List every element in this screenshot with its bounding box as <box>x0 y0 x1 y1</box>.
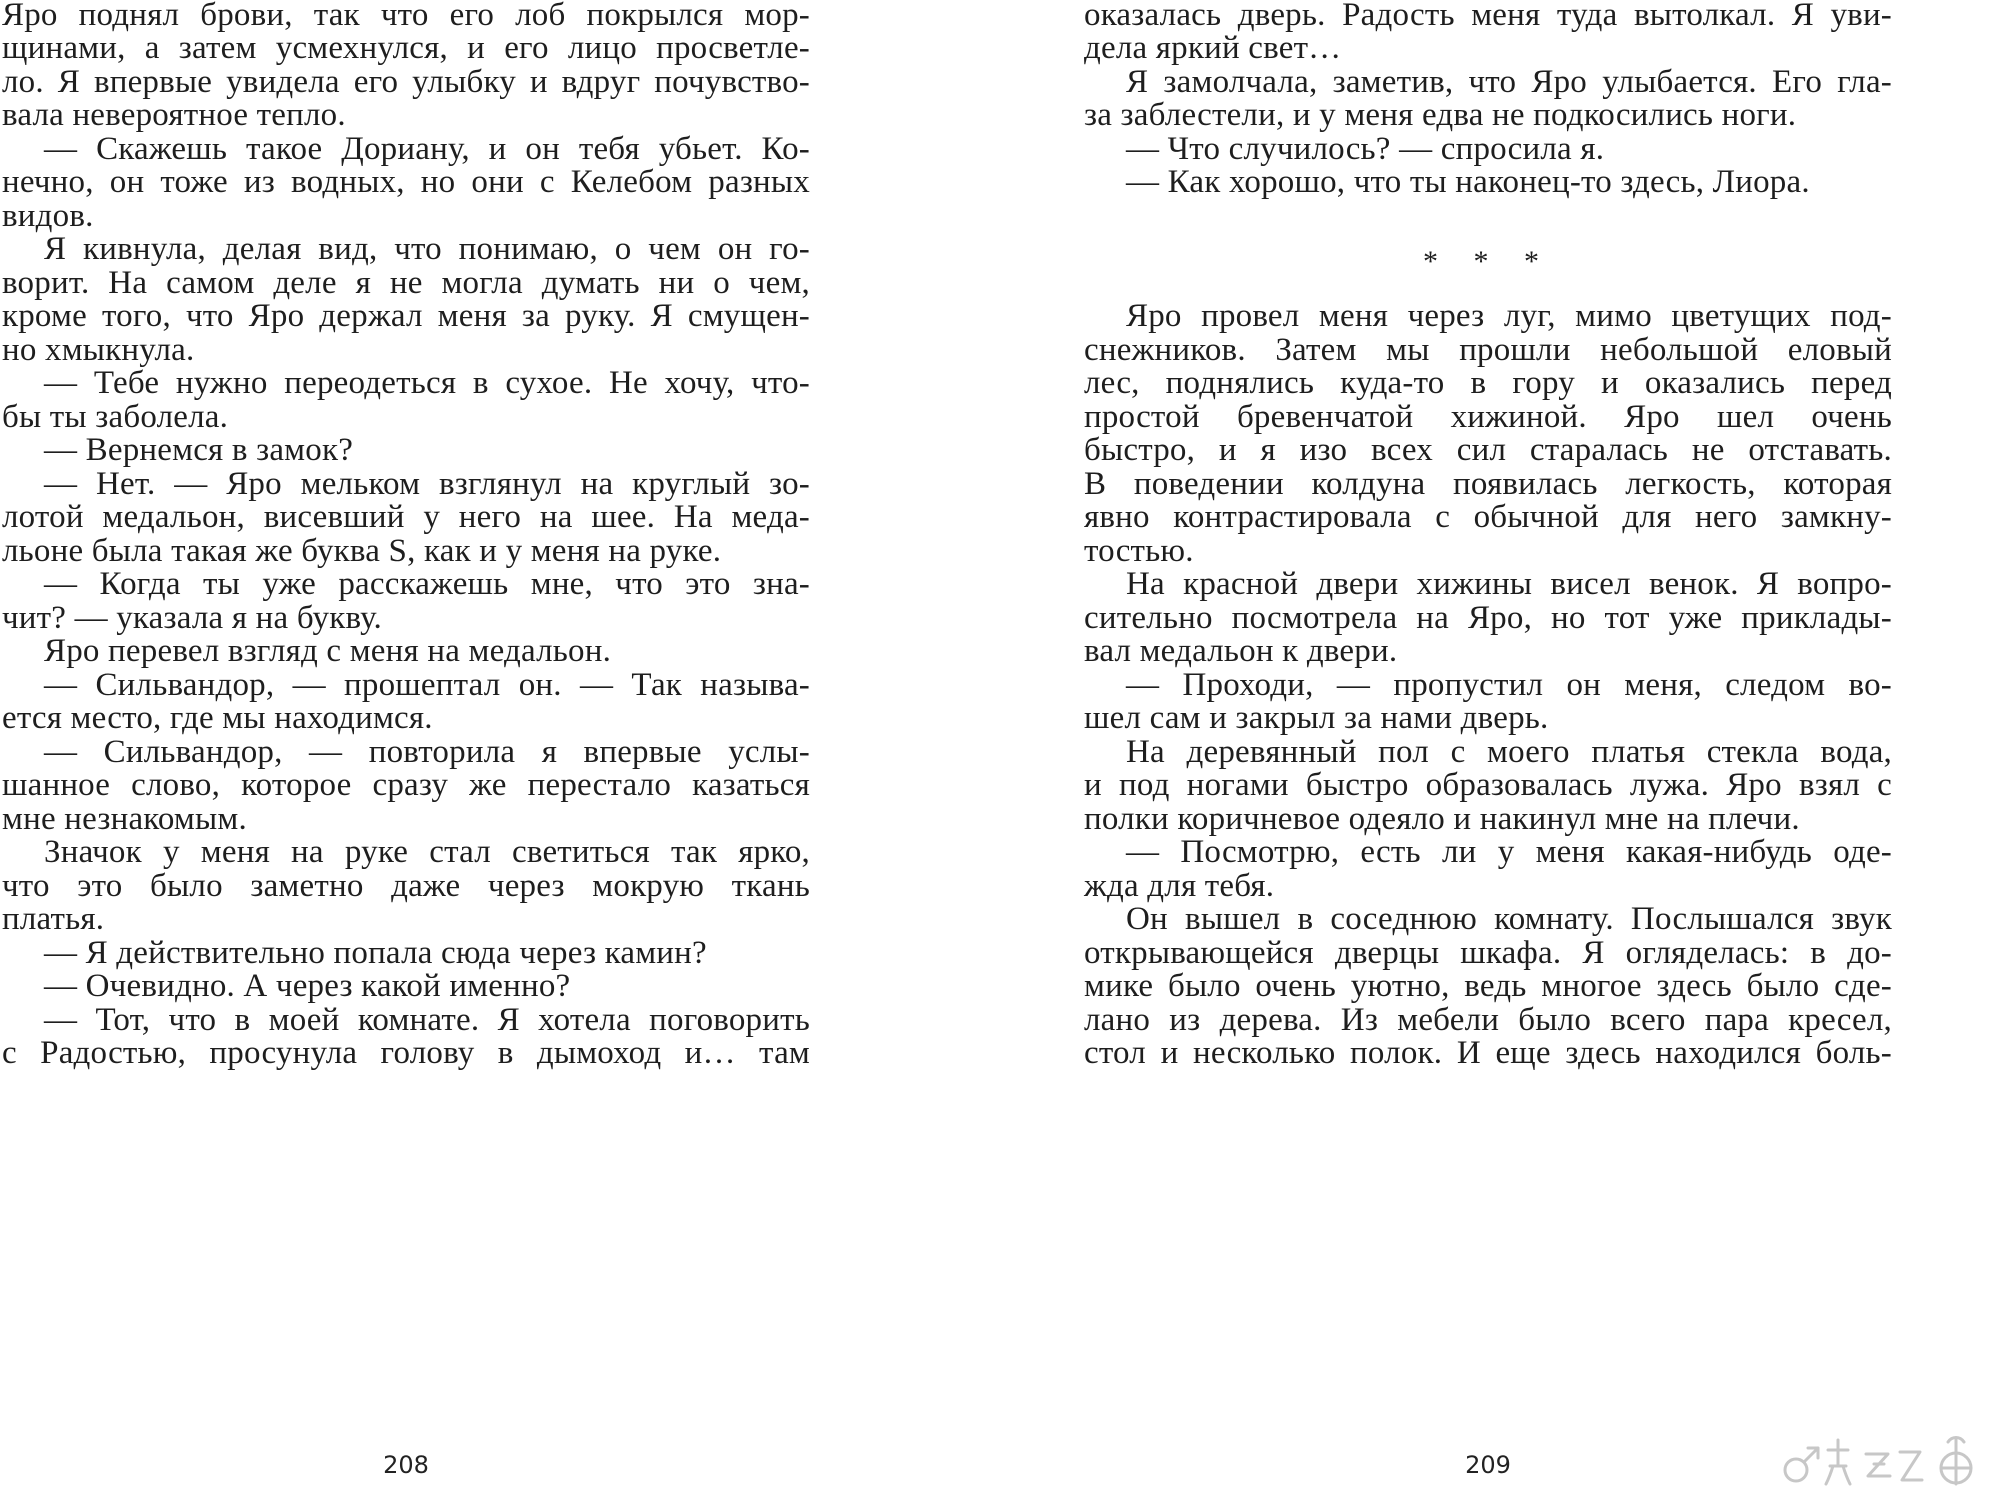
text-line: простой бревенчатой хижиной. Яро шел очень <box>1084 399 1892 435</box>
text-line: стол и несколько полок. И еще здесь находился боль- <box>1084 1035 1892 1071</box>
symbol-glyphs-logo-icon <box>1778 1430 1993 1488</box>
text-line: снежников. Затем мы прошли небольшой еловый <box>1084 332 1892 368</box>
text-line: полки коричневое одеяло и накинул мне на плечи. <box>1084 801 1800 837</box>
text-line: но хмыкнула. <box>2 332 195 368</box>
text-line: шанное слово, которое сразу же перестало казаться <box>2 767 810 803</box>
text-line: — Сильвандор, — прошептал он. — Так называ- <box>44 667 810 703</box>
text-line: льоне была такая же буква S, как и у меня на руке. <box>2 533 722 569</box>
text-line: — Посмотрю, есть ли у меня какая-нибудь оде- <box>1126 834 1892 870</box>
text-line: жда для тебя. <box>1084 868 1275 904</box>
text-line: — Тебе нужно переодеться в сухое. Не хочу, что- <box>44 365 810 401</box>
page-number: 208 <box>383 1451 429 1479</box>
text-line: ется место, где мы находимся. <box>2 700 433 736</box>
text-line: — Очевидно. А через какой именно? <box>44 968 571 1004</box>
text-line: — Тот, что в моей комнате. Я хотела поговорить <box>44 1002 810 1038</box>
text-line: — Нет. — Яро мельком взглянул на круглый зо- <box>44 466 810 502</box>
text-line: тостью. <box>1084 533 1194 569</box>
text-line: мне незнакомым. <box>2 801 247 837</box>
text-line: открывающейся дверцы шкафа. Я огляделась: в до- <box>1084 935 1892 971</box>
text-line: оказалась дверь. Радость меня туда вытолкал. Я уви- <box>1084 0 1892 33</box>
text-line: ворит. На самом деле я не могла думать ни о чем, <box>2 265 810 301</box>
text-line: Яро провел меня через луг, мимо цветущих под- <box>1126 298 1892 334</box>
text-line: вал медальон к двери. <box>1084 633 1398 669</box>
left-page <box>2 0 810 1491</box>
text-line: кроме того, что Яро держал меня за руку. Я смущен- <box>2 298 810 334</box>
text-line: — Скажешь такое Дориану, и он тебя убьет. Ко- <box>44 131 810 167</box>
right-page <box>1084 0 1892 1491</box>
text-line: шел сам и закрыл за нами дверь. <box>1084 700 1549 736</box>
text-line: лес, поднялись куда-то в гору и оказались перед <box>1084 365 1892 401</box>
text-line: Я замолчала, заметив, что Яро улыбается. Его гла- <box>1126 64 1892 100</box>
text-line: В поведении колдуна появилась легкость, которая <box>1084 466 1892 502</box>
text-line: чит? — указала я на букву. <box>2 600 382 636</box>
text-line: — Я действительно попала сюда через камин? <box>44 935 707 971</box>
text-line: Яро перевел взгляд с меня на медальон. <box>44 633 612 669</box>
text-line: — Вернемся в замок? <box>44 432 354 468</box>
text-line: — Когда ты уже расскажешь мне, что это зна- <box>44 566 810 602</box>
text-line: Яро поднял брови, так что его лоб покрылся мор- <box>2 0 810 33</box>
text-line: На деревянный пол с моего платья стекла вода, <box>1126 734 1892 770</box>
scene-break: * * * <box>1423 245 1553 278</box>
text-line: дела яркий свет… <box>1084 30 1342 66</box>
text-line: что это было заметно даже через мокрую ткань <box>2 868 810 904</box>
text-line: за заблестели, и у меня едва не подкосились ноги. <box>1084 97 1797 133</box>
text-line: Значок у меня на руке стал светиться так ярко, <box>44 834 810 870</box>
page-number: 209 <box>1465 1451 1511 1479</box>
text-line: щинами, а затем усмехнулся, и его лицо просветле- <box>2 30 810 66</box>
text-line: Я кивнула, делая вид, что понимаю, о чем он го- <box>44 231 810 267</box>
text-line: мике было очень уютно, ведь многое здесь было сде- <box>1084 968 1892 1004</box>
text-line: Он вышел в соседнюю комнату. Послышался звук <box>1126 901 1892 937</box>
text-line: — Проходи, — пропустил он меня, следом во- <box>1126 667 1892 703</box>
text-line: нечно, он тоже из водных, но они с Келебом разных <box>2 164 810 200</box>
text-line: бы ты заболела. <box>2 399 229 435</box>
text-line: ло. Я впервые увидела его улыбку и вдруг почувство- <box>2 64 810 100</box>
text-line: лотой медальон, висевший у него на шее. На меда- <box>2 499 810 535</box>
text-line: явно контрастировала с обычной для него замкну- <box>1084 499 1892 535</box>
text-line: быстро, и я изо всех сил старалась не отставать. <box>1084 432 1892 468</box>
text-line: видов. <box>2 198 94 234</box>
text-line: — Что случилось? — спросила я. <box>1126 131 1605 167</box>
text-line: — Сильвандор, — повторила я впервые услы- <box>44 734 810 770</box>
text-line: — Как хорошо, что ты наконец-то здесь, Лиора. <box>1126 164 1810 200</box>
text-line: На красной двери хижины висел венок. Я вопро- <box>1126 566 1892 602</box>
text-line: сительно посмотрела на Яро, но тот уже приклады- <box>1084 600 1892 636</box>
text-line: платья. <box>2 901 105 937</box>
text-line: с Радостью, просунула голову в дымоход и… там <box>2 1035 810 1071</box>
text-line: и под ногами быстро образовалась лужа. Яро взял с <box>1084 767 1892 803</box>
text-line: лано из дерева. Из мебели было всего пара кресел, <box>1084 1002 1892 1038</box>
text-line: вала невероятное тепло. <box>2 97 346 133</box>
